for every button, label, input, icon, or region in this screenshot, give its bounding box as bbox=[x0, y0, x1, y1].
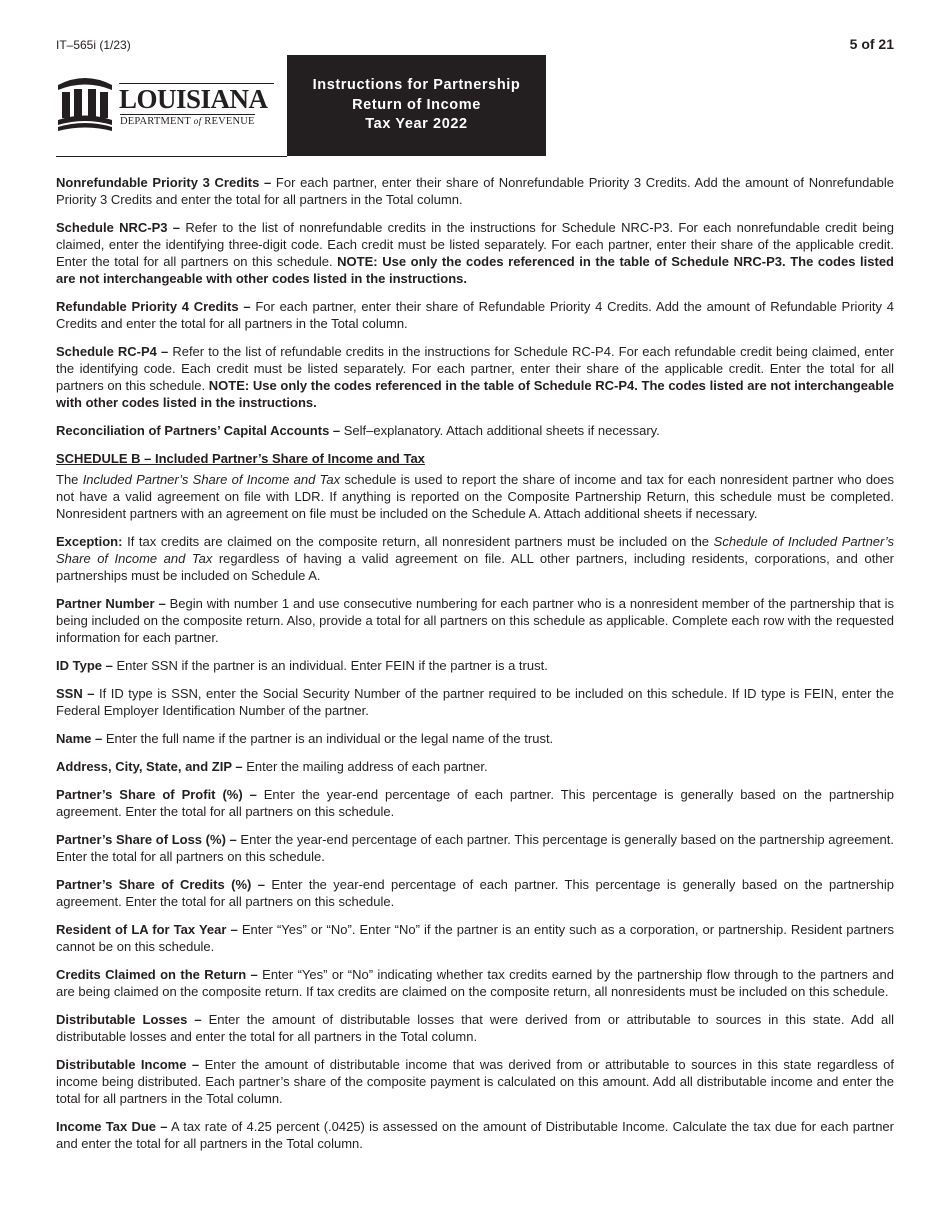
para-credits-claimed: Credits Claimed on the Return – Enter “Yes” or “No” indicating whether tax credits earned by the partnership flow through to the partners and are being claimed on the composite return. If tax credits are claimed on the composite return, all nonresidents must be included on this schedule. bbox=[56, 967, 894, 999]
title-line-2: Return of Income bbox=[352, 96, 481, 113]
para-share-loss: Partner’s Share of Loss (%) – Enter the year-end percentage of each partner. This percentage is generally based on the partnership agreement. Enter the total for all partners on this schedule. bbox=[56, 832, 894, 864]
para-schedule-b: The Included Partner’s Share of Income and Tax schedule is used to report the share of income and tax for each nonresident partner who does not have a valid agreement on file with LDR. If anything is reported on the Composite Partnership Return, this schedule must be completed. Nonresident partners with an agreement on file must be included on the Schedule A. Attach additional sheets if necessary. bbox=[56, 472, 895, 521]
para-income-tax-due: Income Tax Due – A tax rate of 4.25 percent (.0425) is assessed on the amount of Distributable Income. Calculate the tax due for each partner and enter the total for all partners in the Total column. bbox=[56, 1119, 894, 1151]
para-schedule-nrc-p3: Schedule NRC-P3 – Refer to the list of nonrefundable credits in the instructions for Schedule NRC-P3. For each nonrefundable credit being claimed, enter the identifying three-digit code. Each credit must be listed separately. For each partner, enter their share of the applicable credit. Enter the total for all partners on this schedule. NOTE: Use only the codes referenced in the table of Schedule NRC-P3. The codes listed are not interchangeable with other codes listed in the instructions. bbox=[56, 220, 894, 286]
para-nonrefundable-priority-3: Nonrefundable Priority 3 Credits – For each partner, enter their share of Nonrefundable Priority 3 Credits. Add the amount of Nonrefundable Priority 3 Credits and enter the total for all partners in the Total column. bbox=[56, 175, 894, 207]
logo-name: LOUISIANA bbox=[119, 84, 268, 114]
para-refundable-priority-4: Refundable Priority 4 Credits – For each partner, enter their share of Refundable Priority 4 Credits. Add the amount of Refundable Priority 4 Credits and enter the total for all partners in the Total column. bbox=[56, 299, 894, 331]
form-id: IT–565i (1/23) bbox=[56, 38, 131, 52]
schedule-b-heading: SCHEDULE B – Included Partner’s Share of Income and Tax bbox=[56, 451, 425, 466]
ldr-logo bbox=[56, 55, 287, 157]
para-id-type: ID Type – Enter SSN if the partner is an individual. Enter FEIN if the partner is a trust. bbox=[56, 658, 548, 673]
para-reconciliation: Reconciliation of Partners’ Capital Accounts – Self–explanatory. Attach additional sheets if necessary. bbox=[56, 423, 660, 438]
para-address: Address, City, State, and ZIP – Enter the mailing address of each partner. bbox=[56, 759, 488, 774]
title-line-3: Tax Year 2022 bbox=[365, 116, 468, 133]
logo-department: DEPARTMENT of REVENUE bbox=[120, 116, 255, 127]
para-ssn: SSN – If ID type is SSN, enter the Social Security Number of the partner required to be included on this schedule. If ID type is FEIN, enter the Federal Employer Identification Number of the partner. bbox=[56, 686, 894, 718]
title-line-1: Instructions for Partnership bbox=[312, 77, 521, 94]
para-name: Name – Enter the full name if the partner is an individual or the legal name of the trust. bbox=[56, 731, 554, 746]
instructions-body bbox=[56, 174, 894, 1163]
para-share-profit: Partner’s Share of Profit (%) – Enter the year-end percentage of each partner. This percentage is generally based on the partnership agreement. Enter the total for all partners on this schedule. bbox=[56, 787, 894, 819]
para-exception: Exception: If tax credits are claimed on the composite return, all nonresident partners must be included on the Schedule of Included Partner’s Share of Income and Tax regardless of having a valid agreement on file. ALL other partners, including residents, corporations, and other partnerships must be included on Schedule A. bbox=[56, 534, 895, 583]
para-distributable-income: Distributable Income – Enter the amount of distributable income that was derived from or attributable to sources in this state regardless of income being distributed. Each partner’s share of the composite payment is calculated on this amount. Add all distributable income and enter the total for all partners in the Total column. bbox=[56, 1057, 894, 1106]
para-distributable-losses: Distributable Losses – Enter the amount of distributable losses that were derived from or attributable to sources in this state. Add all distributable losses and enter the total for all partners in the Total column. bbox=[56, 1012, 894, 1044]
pillars-icon bbox=[56, 75, 114, 133]
para-partner-number: Partner Number – Begin with number 1 and use consecutive numbering for each partner who is a nonresident member of the partnership that is being included on the composite return. Also, provide a total for all partners on this schedule as applicable. Complete each row with the requested information for each partner. bbox=[56, 596, 895, 645]
para-resident: Resident of LA for Tax Year – Enter “Yes” or “No”. Enter “No” if the partner is an entity such as a corporation, or partnership. Resident partners cannot be on this schedule. bbox=[56, 922, 895, 954]
document-header bbox=[56, 55, 546, 156]
title-box bbox=[287, 55, 546, 156]
para-share-credits: Partner’s Share of Credits (%) – Enter the year-end percentage of each partner. This percentage is generally based on the partnership agreement. Enter the total for all partners on this schedule. bbox=[56, 877, 894, 909]
page-number: 5 of 21 bbox=[849, 36, 894, 52]
para-schedule-rc-p4: Schedule RC-P4 – Refer to the list of refundable credits in the instructions for Schedule RC-P4. For each refundable credit being claimed, enter the identifying code. Each credit must be listed separately. For each partner, enter their share of the applicable credit. Enter the total for all partners on this schedule. NOTE: Use only the codes referenced in the table of Schedule RC-P4. The codes listed are not interchangeable with other codes listed in the instructions. bbox=[56, 344, 894, 410]
